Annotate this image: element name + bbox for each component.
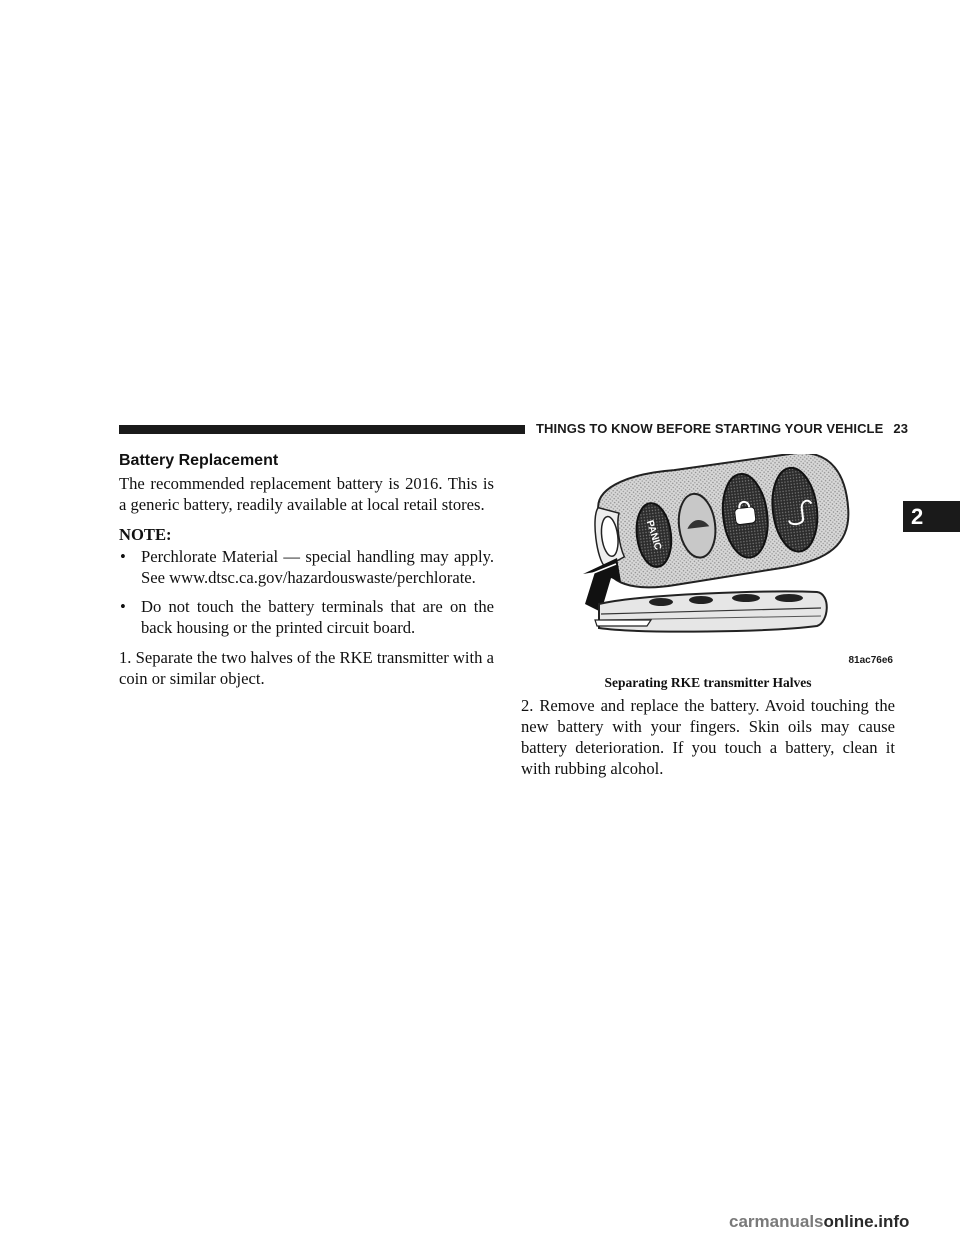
section-heading: Battery Replacement: [119, 452, 279, 469]
chapter-title: THINGS TO KNOW BEFORE STARTING YOUR VEHICLE: [536, 421, 884, 436]
rke-transmitter-figure: [521, 454, 895, 674]
intro-paragraph: The recommended replacement battery is 2016. This is a generic battery, readily available at local retail stores.: [119, 474, 494, 514]
note-label: NOTE:: [119, 525, 172, 544]
running-header: [536, 421, 908, 436]
left-column: [119, 450, 494, 689]
chapter-tab: 2: [903, 501, 960, 532]
site-watermark: [729, 1212, 909, 1232]
figure-caption: Separating RKE transmitter Halves: [604, 675, 812, 690]
bullet-icon: •: [120, 597, 126, 616]
note-bullet-terminals: [119, 596, 494, 638]
note-bullet-perchlorate: [119, 546, 494, 588]
watermark-suffix: online.info: [823, 1212, 910, 1231]
note-bullet-text: Perchlorate Material — special handling may apply. See www.dtsc.ca.gov/hazardouswaste/perchlorate.: [141, 547, 494, 587]
note-list: [119, 546, 494, 638]
right-column: [521, 454, 895, 779]
step-1: 1. Separate the two halves of the RKE transmitter with a coin or similar object.: [119, 648, 494, 688]
figure-code: 81ac76e6: [848, 655, 893, 666]
note-bullet-text: Do not touch the battery terminals that are on the back housing or the printed circuit board.: [141, 597, 494, 637]
header-rule: [119, 425, 525, 434]
page-number: 23: [893, 421, 909, 436]
step-2: 2. Remove and replace the battery. Avoid touching the new battery with your fingers. Skin oils may cause battery deterioration. If you touch a battery, clean it with rubbing alcohol.: [521, 696, 895, 778]
watermark-prefix: carmanuals: [729, 1212, 824, 1231]
bullet-icon: •: [120, 547, 126, 566]
rke-transmitter-illustration: [521, 454, 895, 674]
panic-button-label: PANIC: [643, 519, 664, 552]
